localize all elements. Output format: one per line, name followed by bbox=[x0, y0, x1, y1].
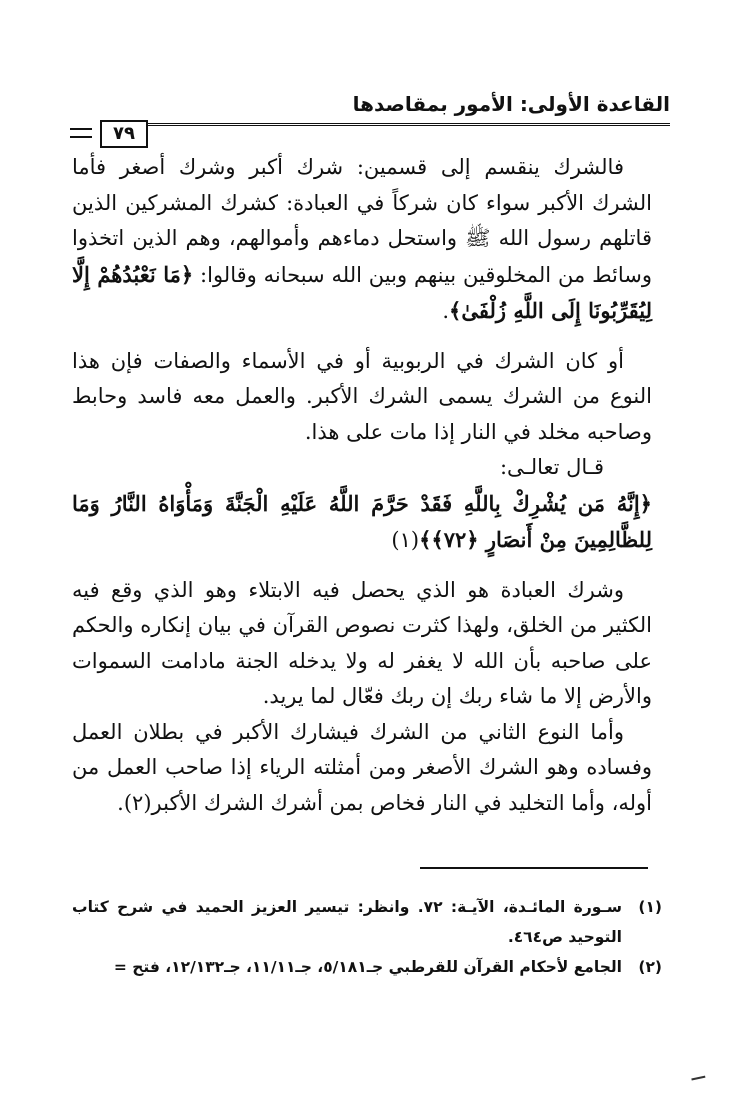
footnote-ref-2: (٢) bbox=[123, 790, 152, 815]
paragraph-3 bbox=[72, 450, 652, 486]
footnote-number: (٢) bbox=[638, 958, 662, 976]
footnotes bbox=[72, 892, 662, 982]
verse-intro: قـال تعالـى: bbox=[499, 455, 604, 479]
footnote-number: (١) bbox=[638, 898, 662, 916]
corner-mark bbox=[691, 1076, 706, 1087]
footnote-text: الجامع لأحكام القرآن للقرطبي جـ٥/١٨١، جـ١١/١١، جـ١٢/١٣٢، فتح = bbox=[113, 958, 622, 976]
paragraph-2: أو كان الشرك في الربوبية أو في الأسماء والصفات فإن هذا النوع من الشرك يسمى الشرك الأكبر. والعمل معه فاسد وحابط وصاحبه مخلد في النار إذا مات على هذا. bbox=[72, 348, 652, 444]
paragraph-3-verse bbox=[72, 486, 652, 559]
double-dash-mark bbox=[70, 128, 92, 138]
paragraph-5-end: . bbox=[117, 790, 124, 815]
footnote-2 bbox=[72, 952, 662, 982]
quran-verse-1: ﴿مَا نَعْبُدُهُمْ إِلَّا لِيُقَرِّبُونَا إِلَى اللَّهِ زُلْفَىٰ﴾ bbox=[72, 261, 652, 323]
footnote-rule bbox=[420, 867, 648, 869]
footnote-1 bbox=[72, 892, 662, 952]
paragraph-1-text: فالشرك ينقسم إلى قسمين: شرك أكبر وشرك أصغر فأما الشرك الأكبر سواء كان شركاً في العبادة: كشرك المشركين الذين قاتلهم رسول الله ﷺ واستحل دماءهم وأموالهم، وهم الذين اتخذوا وسائط من المخلوقين بينهم وبين الله سبحانه وقالوا: bbox=[72, 155, 652, 287]
running-title: القاعدة الأولى: الأمور بمقاصدها bbox=[352, 92, 670, 116]
paragraph-5-text: وأما النوع الثاني من الشرك فيشارك الأكبر في بطلان العمل وفساده وهو الشرك الأصغر ومن أمثلته الرياء إذا صاحب العمل من أوله، وأما التخليد في النار فخاص بمن أشرك الشرك الأكبر bbox=[72, 719, 652, 815]
quran-verse-2: ﴿إِنَّهُ مَن يُشْرِكْ بِاللَّهِ فَقَدْ حَرَّمَ اللَّهُ عَلَيْهِ الْجَنَّةَ وَمَأْوَاهُ النَّارُ وَمَا لِلظَّالِمِينَ مِنْ أَنصَارٍ ﴿٧٢﴾﴾ bbox=[72, 490, 652, 552]
page-number: ٧٩ bbox=[100, 120, 148, 148]
paragraph-1-end: . bbox=[442, 299, 450, 323]
footnote-text: سـورة المائـدة، الآيـة: ٧٢. وانظر: تيسير العزيز الحميد في شرح كتاب التوحيد ص٤٦٤. bbox=[72, 898, 622, 946]
paragraph-4: وشرك العبادة هو الذي يحصل فيه الابتلاء وهو الذي وقع فيه الكثير من الخلق، ولهذا كثرت نصوص القرآن في بيان إنكاره والحكم على صاحبه بأن الله لا يغفر له ولا يدخله الجنة مادامت السموات والأرض إلا ما شاء ربك إن ربك فعّال لما يريد. bbox=[72, 577, 652, 708]
main-text bbox=[72, 150, 652, 821]
footnote-ref-1: (١) bbox=[391, 528, 420, 552]
header-rule bbox=[148, 123, 670, 126]
paragraph-1 bbox=[72, 150, 652, 330]
paragraph-5 bbox=[72, 715, 652, 822]
